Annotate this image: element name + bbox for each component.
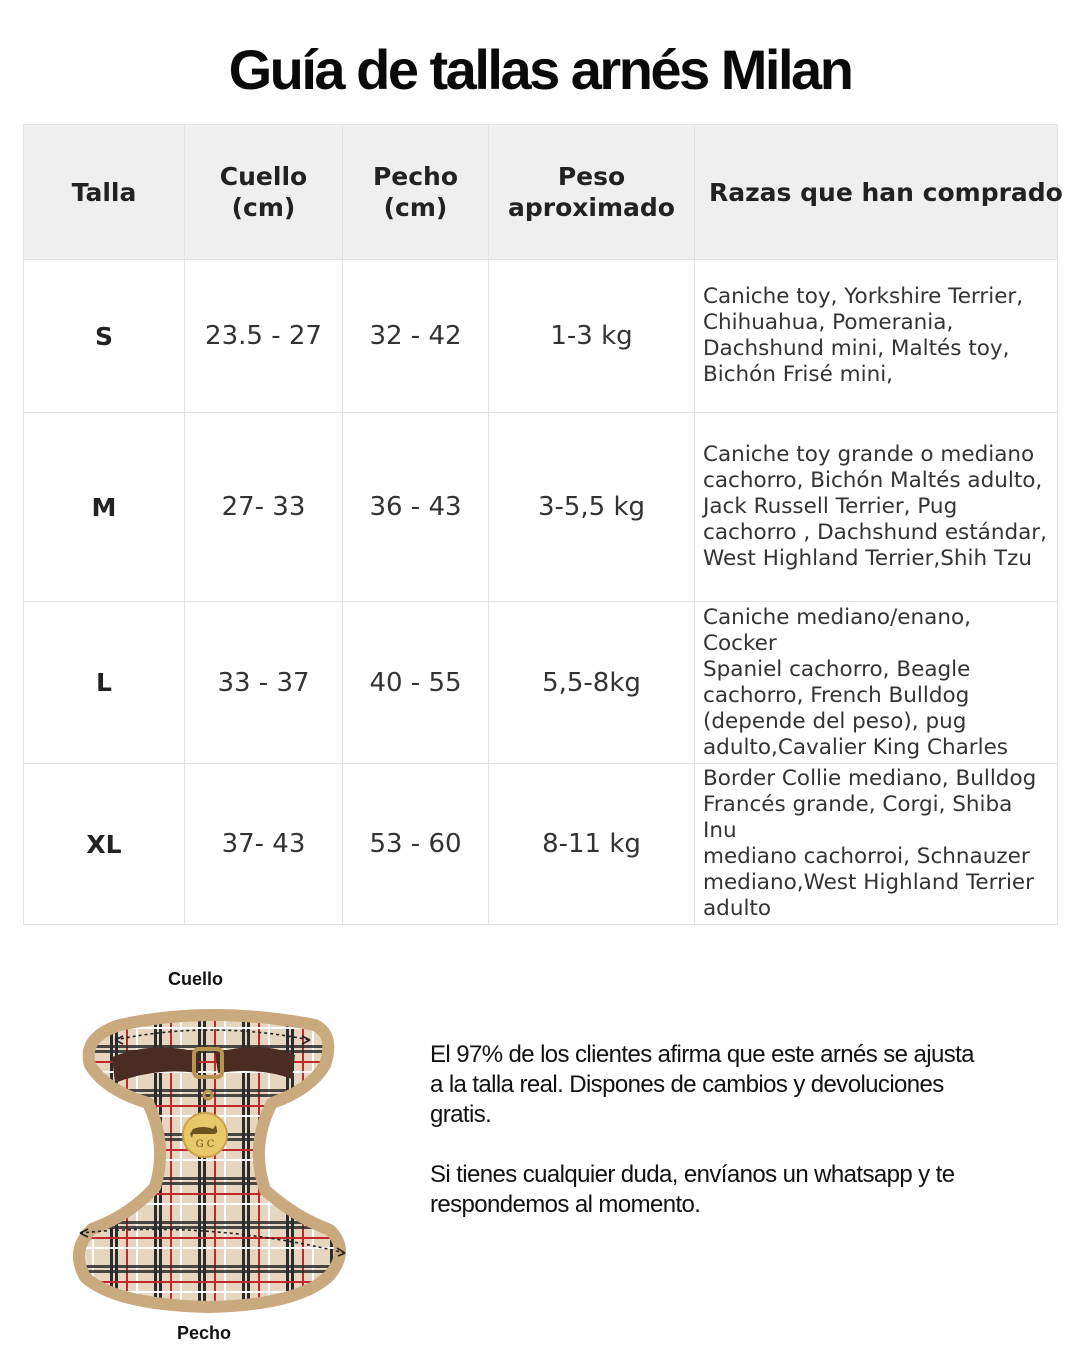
weight-cell: 1-3 kg [489,260,695,413]
breeds-cell [695,602,1058,764]
breeds-line: Border Collie mediano, Bulldog [703,766,1037,791]
fit-note-line: gratis. [430,1101,492,1128]
header-size [24,125,185,260]
breeds-line: adulto,Cavalier King Charles [703,734,1009,760]
page-title: Guía de tallas arnés Milan [228,38,852,101]
breeds-line: cachorro, French Bulldog [703,682,970,708]
breeds-line: mediano,West Highland Terrier [703,870,1034,895]
header-weight [489,125,695,260]
size-cell: XL [24,764,185,925]
weight-cell: 8-11 kg [489,764,695,925]
breeds-line: (depende del peso), pug [703,708,967,734]
fit-note-line: El 97% de los clientes afirma que este arnés se ajusta [430,1041,974,1068]
breeds-line: Bichón Frisé mini, [703,362,894,387]
neck-cell: 37- 43 [185,764,343,925]
chest-cell: 32 - 42 [343,260,489,413]
table-row [24,602,1058,764]
table-row [24,413,1058,602]
dog-harness-illustration-icon [60,995,360,1315]
size-cell: L [24,602,185,764]
header-neck-label: Cuello [219,162,308,191]
breeds-cell [695,260,1058,413]
breeds-line: Caniche toy, Yorkshire Terrier, [703,284,1024,309]
header-weight-sub: aproximado [508,193,675,222]
chest-cell: 36 - 43 [343,413,489,602]
breeds-line: Caniche mediano/enano, Cocker [703,604,971,656]
header-size-label: Talla [71,177,137,207]
breeds-cell [695,764,1058,925]
header-breeds [695,125,1063,260]
tag-text: G C [195,1139,215,1150]
header-breeds-label: Razas que han comprado [709,177,1063,207]
weight-cell: 3-5,5 kg [489,413,695,602]
table-header-row [24,125,1058,260]
contact-note [430,1160,1040,1220]
name-tag [183,1113,227,1157]
size-cell: M [24,413,185,602]
breeds-line: Jack Russell Terrier, Pug [703,494,958,519]
chest-cell: 40 - 55 [343,602,489,764]
header-chest-unit: (cm) [383,193,448,222]
contact-note-line: respondemos al momento. [430,1191,701,1218]
size-cell: S [24,260,185,413]
breeds-line: Dachshund mini, Maltés toy, [703,336,1010,361]
chest-label: Pecho [177,1323,232,1343]
breeds-cell [695,413,1058,602]
breeds-line: West Highland Terrier,Shih Tzu [703,546,1032,571]
breeds-line: Francés grande, Corgi, Shiba Inu [703,792,1013,843]
breeds-line: adulto [703,896,772,921]
breeds-line: Caniche toy grande o mediano [703,442,1035,467]
info-text [430,1040,1040,1250]
fit-note-line: a la talla real. Dispones de cambios y devoluciones [430,1071,944,1098]
breeds-line: mediano cachorroi, Schnauzer [703,844,1030,869]
breeds-line: Chihuahua, Pomerania, [703,310,954,335]
contact-note-line: Si tienes cualquier duda, envíanos un whatsapp y te [430,1161,955,1188]
header-chest [343,125,489,260]
fit-note [430,1040,1040,1130]
breeds-line: Spaniel cachorro, Beagle [703,656,971,682]
breeds-line: cachorro , Dachshund estándar, [703,520,1047,545]
table-row [24,764,1058,925]
header-neck [185,125,343,260]
neck-cell: 23.5 - 27 [185,260,343,413]
size-table [23,124,1063,925]
header-weight-label: Peso [557,162,626,191]
neck-cell: 27- 33 [185,413,343,602]
neck-label: Cuello [168,969,224,989]
harness-figure [60,965,360,1350]
breeds-line: cachorro, Bichón Maltés adulto, [703,468,1043,493]
table-row [24,260,1058,413]
header-neck-unit: (cm) [231,193,296,222]
chest-cell: 53 - 60 [343,764,489,925]
neck-cell: 33 - 37 [185,602,343,764]
header-chest-label: Pecho [372,162,459,191]
weight-cell: 5,5-8kg [489,602,695,764]
